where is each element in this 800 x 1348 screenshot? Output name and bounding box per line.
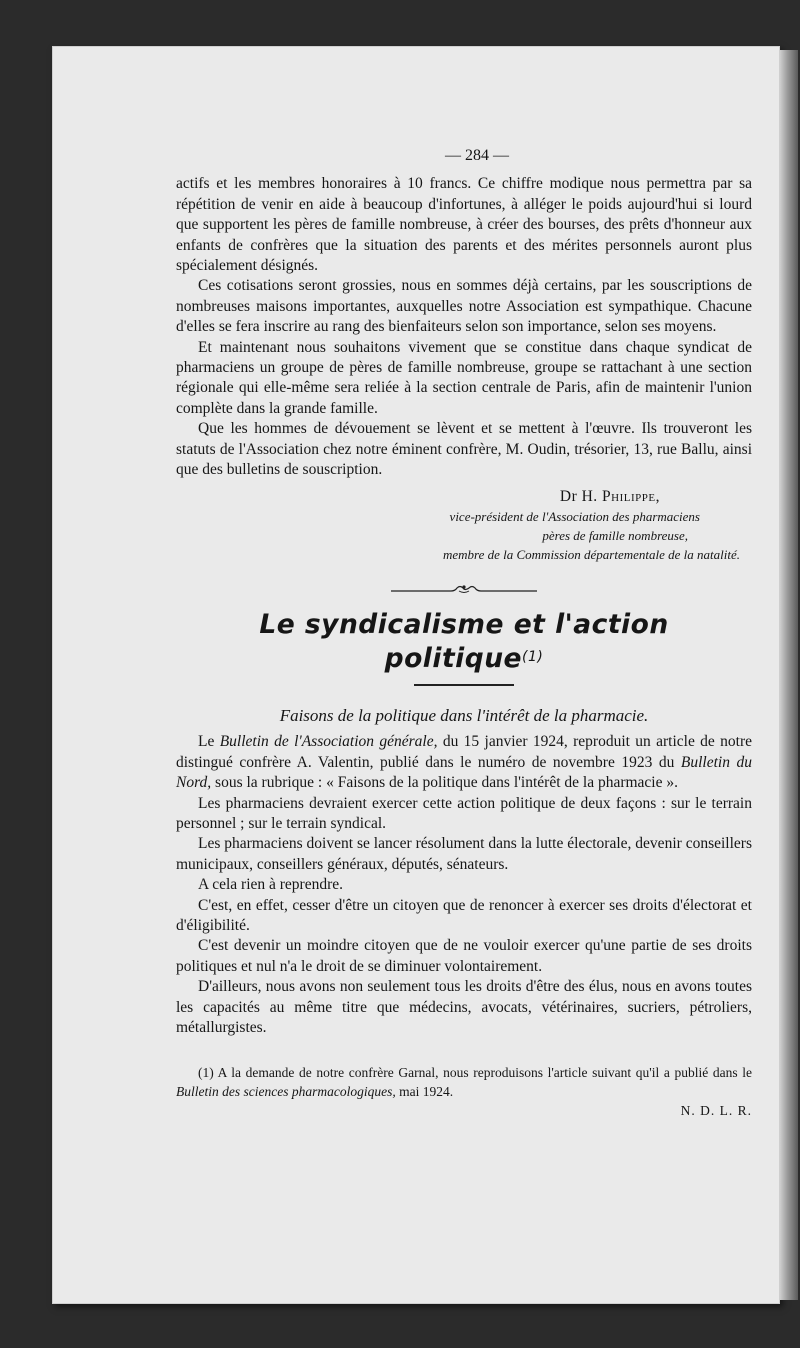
paragraph: D'ailleurs, nous avons non seulement tous les droits d'être des élus, nous en avons toutes les capacités au même titre que médecins, avocats, vétérinaires, sucriers, pétroliers, métallurgistes. bbox=[176, 978, 752, 1036]
signature-line: vice-président de l'Association des pharmaciens bbox=[449, 508, 700, 524]
signature-name: H. Philippe, bbox=[581, 487, 660, 505]
footnote-separator bbox=[176, 1052, 752, 1053]
ornament-icon bbox=[389, 582, 539, 596]
title-underline bbox=[414, 684, 514, 686]
paragraph: Le Bulletin de l'Association générale, du 15 janvier 1924, reproduit un article de notre distingué confrère A. Valentin, publié dans le numéro de novembre 1923 du Bulletin du Nord, sous la rubrique : « Faisons de la politique dans l'intérêt de la pharmacie ». bbox=[176, 733, 753, 792]
paragraph: Que les hommes de dévouement se lèvent et se mettent à l'œuvre. Ils trouveront les statuts de l'Association chez notre éminent confrère, M. Oudin, trésorier, 13, rue Ballu, ainsi que des bulletins de souscription. bbox=[176, 420, 752, 479]
page-number: — 284 — bbox=[445, 147, 509, 164]
paragraph: Et maintenant nous souhaitons vivement que se constitue dans chaque syndicat de pharmaciens un groupe de pères de famille nombreuse, groupe se rattachant à une section régionale qui elle-même sera reliée à la section centrale de Paris, afin de maintenir l'union complète dans la grande famille. bbox=[176, 338, 752, 417]
paragraph: A cela rien à reprendre. bbox=[198, 876, 344, 894]
footnote: (1) A la demande de notre confrère Garnal, nous reproduisons l'article suivant qu'il a publié dans le Bulletin des sciences pharmacologiques, mai 1924. bbox=[176, 1065, 752, 1100]
paragraph: Les pharmaciens doivent se lancer résolument dans la lutte électorale, devenir conseillers municipaux, conseillers généraux, députés, sénateurs. bbox=[176, 835, 752, 873]
paragraph: C'est devenir un moindre citoyen que de ne vouloir exercer qu'une partie de ses droits politiques et nul n'a le droit de se diminuer volontairement. bbox=[176, 937, 752, 975]
author-signature bbox=[176, 487, 752, 564]
footnote-signature: N. D. L. R. bbox=[680, 1103, 752, 1119]
publication-name: Bulletin de l'Association générale, bbox=[219, 733, 438, 751]
paragraph: Les pharmaciens devraient exercer cette action politique de deux façons : sur le terrain personnel ; sur le terrain syndical. bbox=[176, 794, 752, 832]
signature-line: membre de la Commission départementale de la natalité. bbox=[442, 546, 740, 562]
paragraph: C'est, en effet, cesser d'être un citoyen que de renoncer à exercer ses droits d'électorat et d'éligibilité. bbox=[176, 896, 752, 934]
article-title-text: Le syndicalisme et l'action politique bbox=[259, 608, 669, 674]
ornament-divider bbox=[176, 582, 752, 596]
book-page bbox=[52, 46, 780, 1304]
paragraph: Ces cotisations seront grossies, nous en sommes déjà certains, par les souscriptions de nombreuses maisons importantes, auxquelles notre Association est sympathique. Chacune d'elles se fera inscrire au rang des bienfaiteurs selon son importance, selon ses moyens. bbox=[176, 277, 752, 336]
article-subtitle: Faisons de la politique dans l'intérêt de la pharmacie. bbox=[279, 705, 649, 725]
signature-title-prefix: Dr bbox=[559, 487, 578, 505]
paragraph: actifs et les membres honoraires à 10 francs. Ce chiffre modique nous permettra par sa répétition de venir en aide à beaucoup d'infortunes, à alléger le poids aujourd'hui si lourd que supportent les pères de famille nombreuse, à créer des bourses, des prêts d'honneur aux enfants de confrères que la situation des parents et des mérites personnels auront plus spécialement désignés. bbox=[176, 175, 752, 275]
article-title bbox=[176, 608, 752, 676]
publication-name: Bulletin du Nord, bbox=[176, 753, 752, 792]
footnote-marker: (1) bbox=[522, 648, 544, 665]
page-content bbox=[176, 146, 752, 1122]
publication-name: Bulletin des sciences pharmacologiques, bbox=[176, 1084, 396, 1100]
signature-line: pères de famille nombreuse, bbox=[542, 527, 688, 543]
